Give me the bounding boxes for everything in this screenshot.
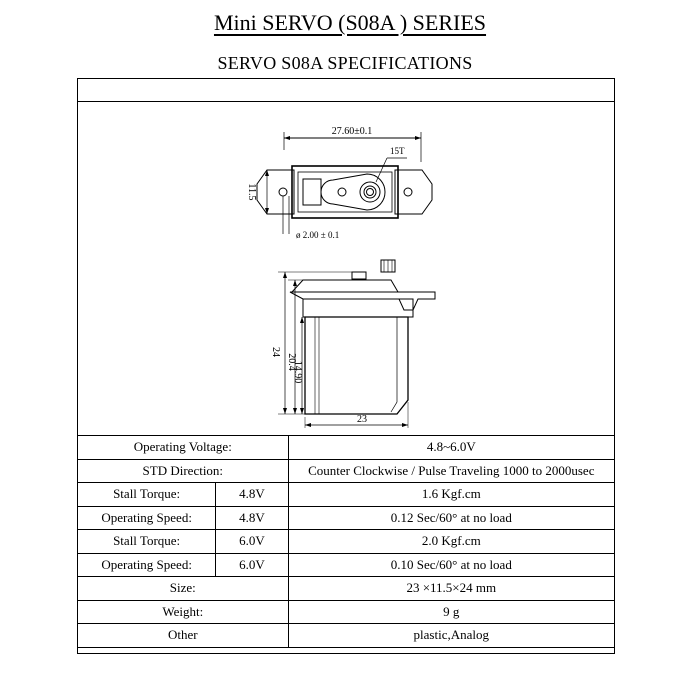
spec-value: 4.8~6.0V (288, 436, 614, 460)
servo-body-top (292, 166, 398, 218)
spec-voltage: 4.8V (216, 483, 288, 507)
spec-value: 1.6 Kgf.cm (288, 483, 614, 507)
left-mounting-hole (279, 188, 287, 196)
page-title: Mini SERVO (S08A ) SERIES (213, 10, 487, 35)
spec-label: Weight: (78, 600, 289, 624)
output-spline (360, 182, 380, 202)
spec-row (78, 553, 615, 577)
spec-row (78, 577, 615, 601)
right-flange (395, 170, 432, 214)
spec-row (78, 600, 615, 624)
side-height-24: 24 (270, 347, 281, 357)
spec-row (78, 483, 615, 507)
boss-hole (338, 188, 346, 196)
servo-technical-drawing (78, 102, 614, 436)
side-height-20-4: 20.4 (286, 353, 297, 371)
spec-label: Operating Speed: (78, 553, 216, 577)
hole-dimension: ø 2.00 ± 0.1 (296, 230, 340, 240)
servo-drawing-svg (78, 102, 614, 436)
top-bump (352, 272, 366, 279)
header-band (78, 79, 614, 102)
side-width-dimension: 23 (357, 414, 367, 425)
spec-label: Other (78, 624, 289, 648)
side-height-14-90: 14.90 (292, 360, 303, 384)
upper-case (303, 299, 413, 317)
top-cap (292, 280, 398, 292)
page-subtitle: SERVO S08A SPECIFICATIONS (217, 53, 473, 73)
spec-row (78, 506, 615, 530)
left-flange (257, 170, 294, 214)
spec-value: Counter Clockwise / Pulse Traveling 1000 to 2000usec (288, 459, 614, 483)
spec-value: 9 g (288, 600, 614, 624)
lower-case (305, 317, 408, 414)
spec-value: 0.10 Sec/60° at no load (288, 553, 614, 577)
spec-label: Stall Torque: (78, 530, 216, 554)
spec-label: Size: (78, 577, 289, 601)
spec-sheet-frame (77, 78, 615, 654)
spec-value: 2.0 Kgf.cm (288, 530, 614, 554)
spec-table (77, 435, 615, 648)
spec-voltage: 6.0V (216, 553, 288, 577)
spec-voltage: 6.0V (216, 530, 288, 554)
spec-row (78, 530, 615, 554)
spec-row (78, 436, 615, 460)
right-mounting-hole (404, 188, 412, 196)
spec-value: 0.12 Sec/60° at no load (288, 506, 614, 530)
spec-label: Operating Voltage: (78, 436, 289, 460)
horn-boss (321, 174, 385, 210)
spec-label: Operating Speed: (78, 506, 216, 530)
side-view (278, 260, 435, 428)
top-view (257, 132, 432, 234)
top-width-dimension: 27.60±0.1 (331, 126, 373, 137)
spec-label: STD Direction: (78, 459, 289, 483)
spec-label: Stall Torque: (78, 483, 216, 507)
spec-value: plastic,Analog (288, 624, 614, 648)
spline-label: 15T (390, 146, 405, 156)
top-height-dimension: 11.5 (246, 183, 257, 201)
spec-voltage: 4.8V (216, 506, 288, 530)
label-window (303, 179, 321, 205)
spec-value: 23 ×11.5×24 mm (288, 577, 614, 601)
spec-row (78, 624, 615, 648)
spec-row (78, 459, 615, 483)
